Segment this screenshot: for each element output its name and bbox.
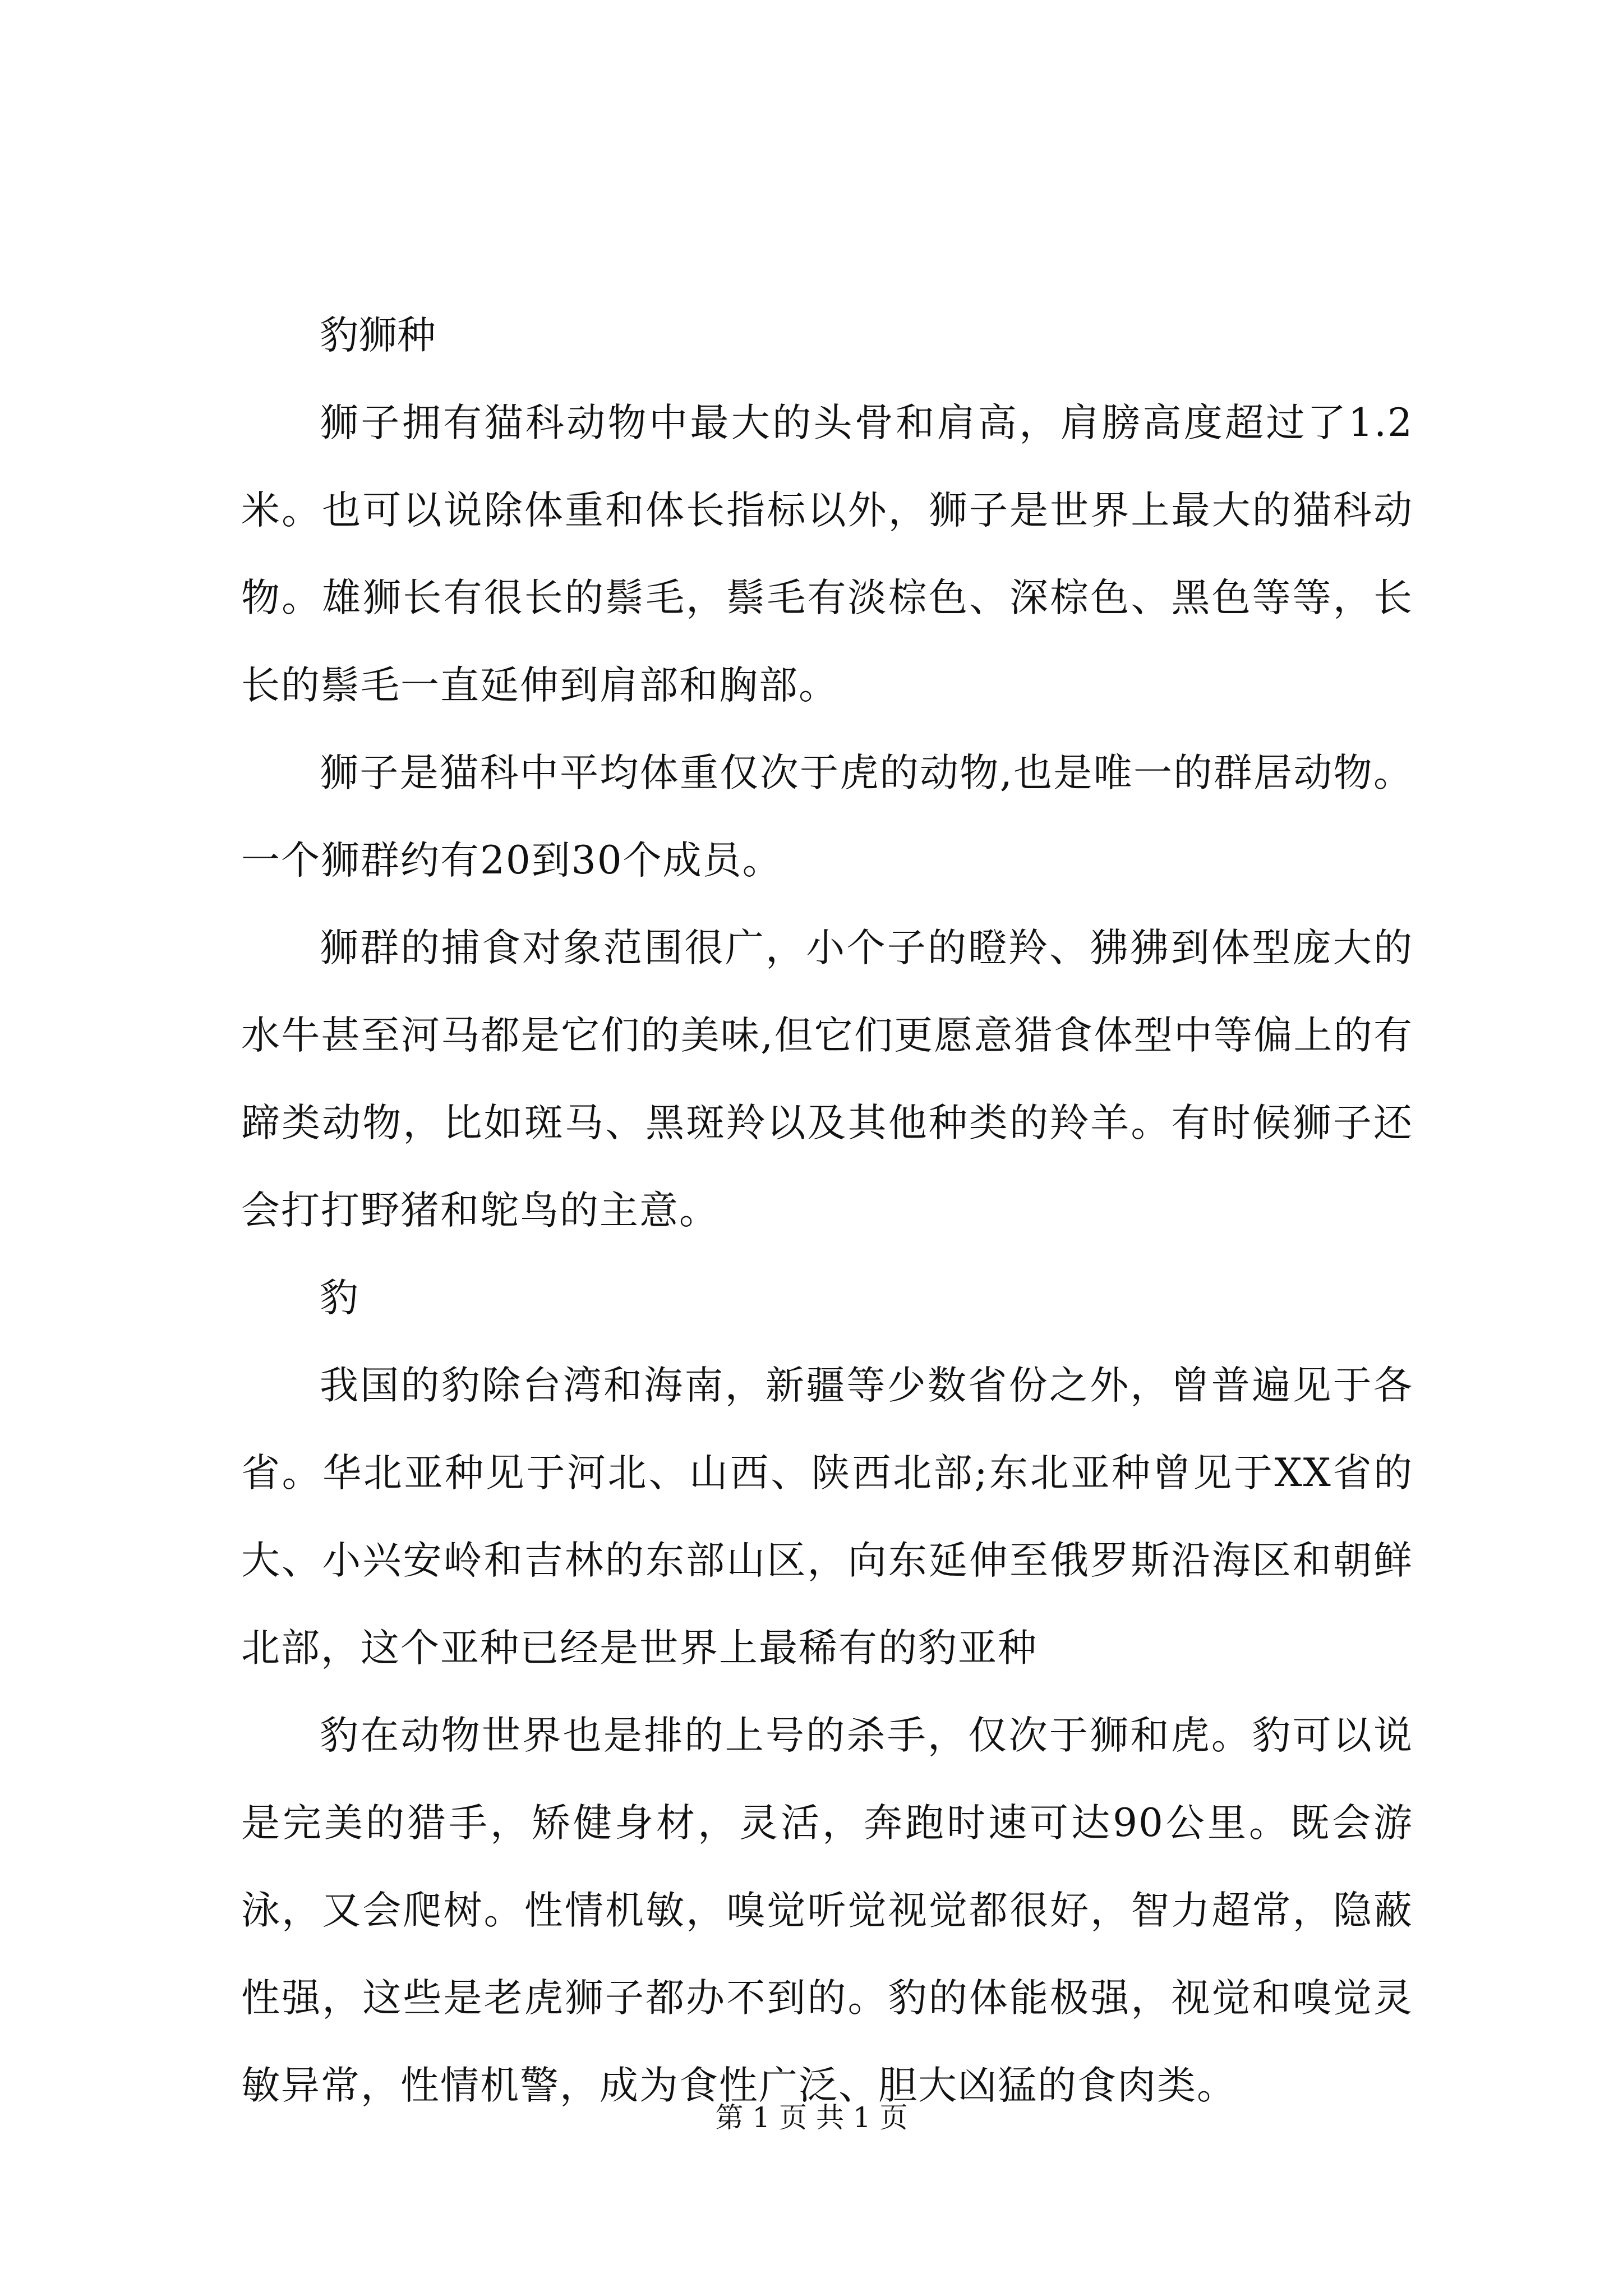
section-heading-lion: 豹狮种	[320, 313, 436, 358]
page-footer: 第 1 页 共 1 页	[715, 2101, 908, 2134]
document-body	[241, 292, 1413, 2129]
section-heading-leopard: 豹	[320, 1276, 358, 1320]
paragraph-leopard-distribution: 我国的豹除台湾和海南，新疆等少数省份之外，曾普遍见于各省。华北亚种见于河北、山西、陕西北部;东北亚种曾见于XX省的大、小兴安岭和吉林的东部山区，向东延伸至俄罗斯沿海区和朝鲜北部，这个亚种已经是世界上最稀有的豹亚种	[241, 1363, 1413, 1671]
paragraph-lion-prey: 狮群的捕食对象范围很广，小个子的瞪羚、狒狒到体型庞大的水牛甚至河马都是它们的美味,但它们更愿意猎食体型中等偏上的有蹄类动物，比如斑马、黑斑羚以及其他种类的羚羊。有时候狮子还会打打野猪和鸵鸟的主意。	[241, 926, 1413, 1233]
paragraph-lion-anatomy: 狮子拥有猫科动物中最大的头骨和肩高，肩膀高度超过了1.2米。也可以说除体重和体长指标以外，狮子是世界上最大的猫科动物。雄狮长有很长的鬃毛，鬃毛有淡棕色、深棕色、黑色等等，长长的鬃毛一直延伸到肩部和胸部。	[241, 401, 1413, 708]
paragraph-lion-social: 狮子是猫科中平均体重仅次于虎的动物,也是唯一的群居动物。一个狮群约有20到30个成员。	[241, 751, 1413, 883]
paragraph-leopard-hunter: 豹在动物世界也是排的上号的杀手，仅次于狮和虎。豹可以说是完美的猎手，矫健身材，灵活，奔跑时速可达90公里。既会游泳，又会爬树。性情机敏，嗅觉听觉视觉都很好，智力超常，隐蔽性强，这些是老虎狮子都办不到的。豹的体能极强，视觉和嗅觉灵敏异常，性情机警，成为食性广泛、胆大凶猛的食肉类。	[241, 1713, 1413, 2108]
